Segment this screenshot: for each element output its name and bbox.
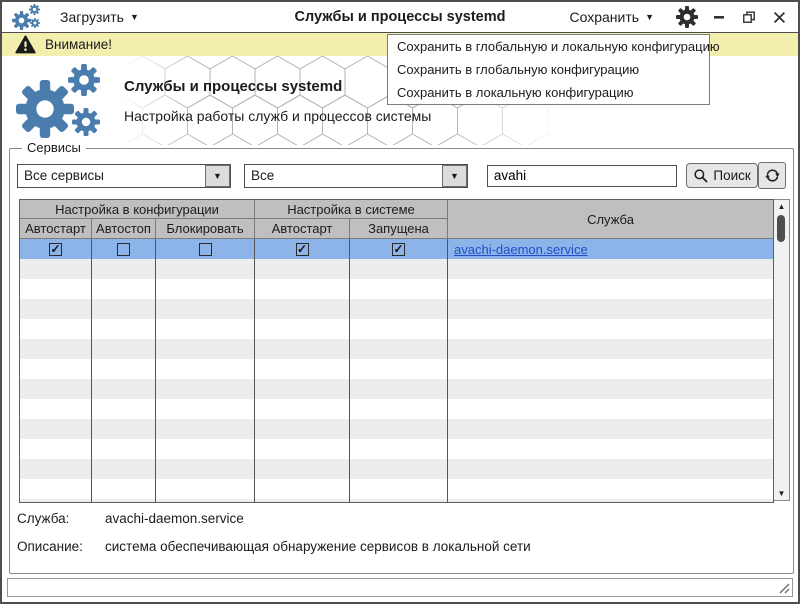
- table-row: [350, 239, 448, 259]
- menu-item-save-local[interactable]: Сохранить в локальную конфигурацию: [397, 85, 634, 100]
- scroll-down-icon[interactable]: ▼: [777, 489, 786, 498]
- checkbox-autostart-config[interactable]: ✓: [50, 242, 61, 256]
- table-row: [255, 239, 350, 259]
- select-arrow-button[interactable]: [205, 165, 230, 187]
- service-type-value: Все сервисы: [24, 168, 104, 183]
- scrollbar-thumb[interactable]: [777, 215, 785, 242]
- description-label: Описание:: [17, 539, 83, 554]
- header-config-group: Настройка в конфигурации: [20, 200, 255, 219]
- search-button-label: Поиск: [713, 168, 751, 183]
- service-detail-label: Служба:: [17, 511, 70, 526]
- chevron-down-icon: ▼: [449, 170, 459, 181]
- save-menu-label: Сохранить: [569, 9, 640, 25]
- header-system-group: Настройка в системе: [255, 200, 448, 219]
- minimize-button[interactable]: [710, 8, 728, 26]
- vertical-scrollbar[interactable]: [774, 199, 790, 501]
- warning-icon: [15, 35, 36, 54]
- menu-item-save-global[interactable]: Сохранить в глобальную конфигурацию: [397, 62, 640, 77]
- refresh-button[interactable]: [758, 162, 786, 189]
- save-menu-button[interactable]: [570, 9, 655, 25]
- table-row: [92, 239, 156, 259]
- banner-subtitle: Настройка работы служб и процессов системы: [124, 108, 432, 124]
- settings-gear-icon[interactable]: [676, 6, 698, 28]
- table-row: [20, 239, 92, 259]
- minimize-icon: [713, 11, 725, 23]
- resize-grip-icon[interactable]: [776, 580, 790, 594]
- services-groupbox: [9, 140, 794, 574]
- groupbox-label: Сервисы: [22, 140, 86, 155]
- checkbox-autostop[interactable]: [117, 243, 130, 256]
- restore-button[interactable]: [740, 8, 758, 26]
- header-autostart-system: Автостарт: [255, 219, 350, 239]
- checkbox-autostart-system[interactable]: ✓: [296, 242, 308, 256]
- menu-item-save-global-and-local[interactable]: Сохранить в глобальную и локальную конфигурацию: [397, 39, 720, 54]
- banner-gears-icon: [16, 62, 116, 142]
- state-filter-value: Все: [251, 168, 275, 183]
- search-icon: [693, 168, 708, 183]
- service-type-select[interactable]: [17, 164, 231, 188]
- checkbox-block[interactable]: [199, 243, 212, 256]
- close-icon: [773, 11, 786, 24]
- checkbox-running[interactable]: ✓: [393, 242, 404, 256]
- services-table: [19, 199, 774, 503]
- restore-icon: [742, 10, 756, 24]
- load-menu-button[interactable]: [60, 9, 139, 25]
- table-row: [156, 239, 255, 259]
- window-title: Службы и процессы systemd: [294, 9, 506, 25]
- service-details: [17, 511, 531, 567]
- banner-title: Службы и процессы systemd: [124, 78, 343, 95]
- load-menu-label: Загрузить: [60, 9, 124, 25]
- header-running: Запущена: [350, 219, 448, 239]
- scroll-up-icon[interactable]: ▲: [777, 202, 786, 211]
- close-button[interactable]: [770, 8, 788, 26]
- title-bar: [2, 2, 798, 33]
- refresh-icon: [764, 167, 781, 184]
- save-dropdown-menu: [387, 34, 720, 105]
- header-autostop: Автостоп: [92, 219, 156, 239]
- chevron-down-icon: ▼: [213, 170, 222, 181]
- warning-text: Внимание!: [45, 37, 113, 52]
- service-detail-value: avachi-daemon.service: [105, 511, 244, 526]
- state-filter-select[interactable]: [244, 164, 468, 188]
- chevron-down-icon: ▼: [129, 11, 139, 22]
- app-gears-icon: [12, 4, 44, 30]
- description-value: система обеспечивающая обнаружение сервисов в локальной сети: [105, 539, 531, 554]
- search-input[interactable]: [487, 165, 677, 187]
- header-autostart-config: Автостарт: [20, 219, 92, 239]
- header-service: Служба: [448, 200, 773, 239]
- table-row: [448, 239, 773, 259]
- header-block: Блокировать: [156, 219, 255, 239]
- chevron-down-icon: ▼: [645, 11, 654, 22]
- service-link[interactable]: avachi-daemon.service: [454, 241, 588, 257]
- status-bar: [7, 578, 793, 597]
- select-arrow-button[interactable]: [442, 165, 467, 187]
- search-button[interactable]: [686, 163, 758, 188]
